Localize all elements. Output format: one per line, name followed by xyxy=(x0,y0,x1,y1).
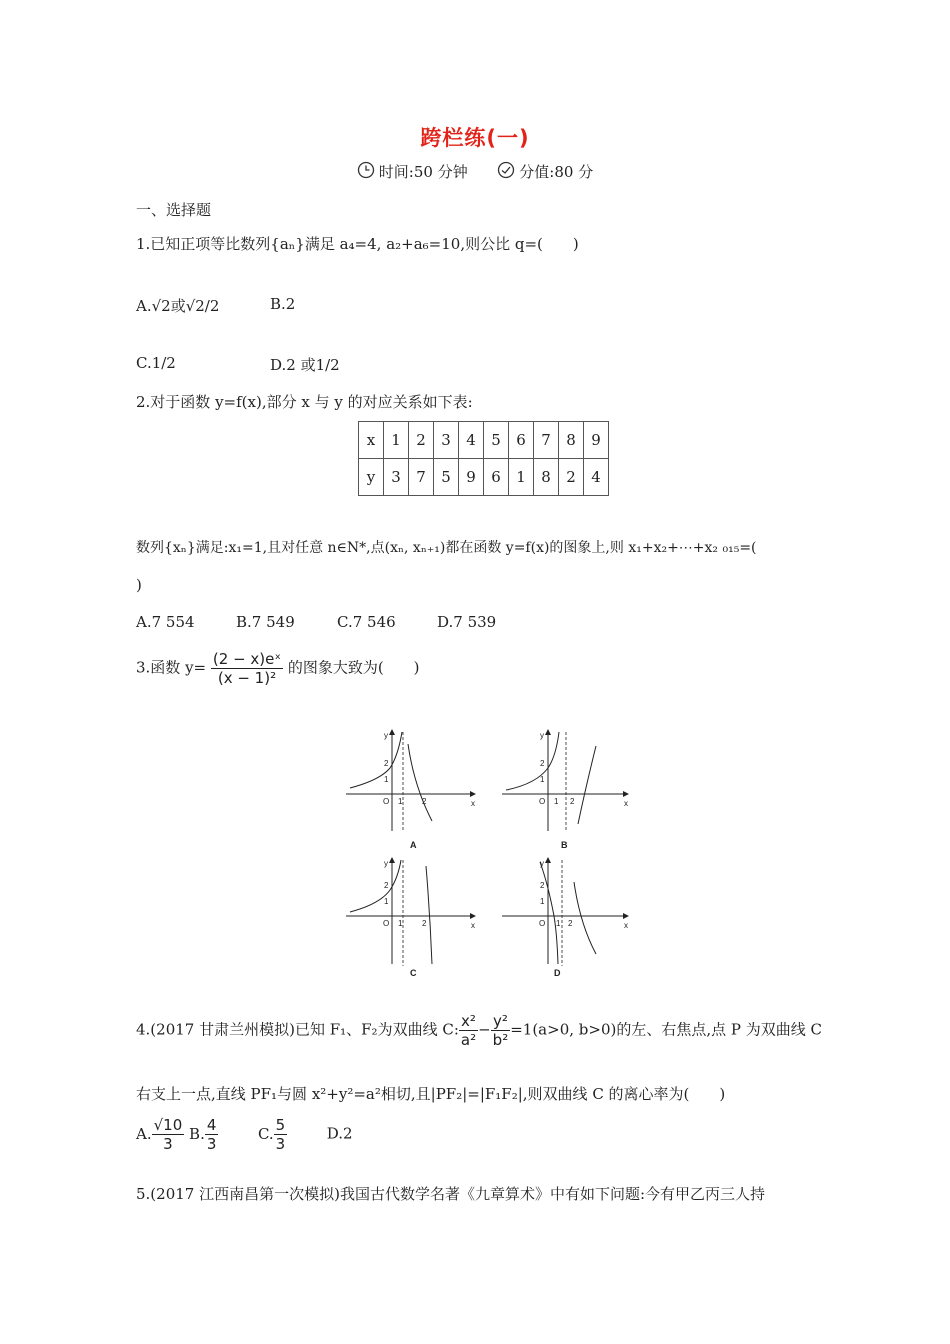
table-cell: 6 xyxy=(484,459,509,496)
axis-label: O xyxy=(539,797,546,806)
graph-a xyxy=(346,730,475,850)
axis-label: x xyxy=(471,799,475,808)
axis-label: x xyxy=(624,799,628,808)
q4-option-a xyxy=(136,1116,184,1153)
q4-minus: − xyxy=(478,1020,491,1039)
time-limit: 时间:50 分钟 xyxy=(378,163,468,181)
meta-line xyxy=(0,161,950,185)
axis-label: 1 xyxy=(540,775,545,784)
axis-label: 2 xyxy=(422,919,427,928)
table-cell: 5 xyxy=(484,422,509,459)
q4-line2: 右支上一点,直线 PF₁与圆 x²+y²=a²相切,且|PF₂|=|F₁F₂|,则双曲线 C 的离心率为( ) xyxy=(136,1085,726,1103)
table-cell: y xyxy=(359,459,384,496)
q5-stem: 5.(2017 江西南昌第一次模拟)我国古代数学名著《九章算术》中有如下问题:今有甲乙丙三人持 xyxy=(136,1185,766,1203)
table-cell: 8 xyxy=(559,422,584,459)
q1-stem: 1.已知正项等比数列{aₙ}满足 a₄=4, a₂+a₆=10,则公比 q=( ) xyxy=(136,235,579,253)
graph-label: B xyxy=(561,840,568,850)
axis-label: O xyxy=(383,797,390,806)
table-cell: 6 xyxy=(509,422,534,459)
frac-numerator: √10 xyxy=(153,1116,183,1134)
table-cell: 4 xyxy=(459,422,484,459)
axis-label: 2 xyxy=(384,881,389,890)
axis-label: O xyxy=(383,919,390,928)
frac-numerator: 5 xyxy=(275,1116,286,1134)
axis-label: 2 xyxy=(384,759,389,768)
graph-label: D xyxy=(554,968,561,976)
q3-denominator: (x − 1)² xyxy=(217,669,277,687)
q3-fraction xyxy=(211,650,283,687)
axis-label: 2 xyxy=(422,797,427,806)
q3-numerator: (2 − x)eˣ xyxy=(212,650,282,668)
graph-d xyxy=(502,858,628,976)
frac-denominator: 3 xyxy=(163,1135,173,1153)
option-label: C. xyxy=(257,1124,274,1143)
q4-fraction-x xyxy=(459,1012,478,1049)
table-cell: 4 xyxy=(584,459,609,496)
table-cell: x xyxy=(359,422,384,459)
option-fraction xyxy=(274,1116,288,1153)
axis-label: y xyxy=(384,731,388,740)
axis-label: 1 xyxy=(540,897,545,906)
q2-table xyxy=(358,421,609,496)
q4-suffix: =1(a>0, b>0)的左、右焦点,点 P 为双曲线 C xyxy=(510,1020,822,1039)
q2-stem: 2.对于函数 y=f(x),部分 x 与 y 的对应关系如下表: xyxy=(136,393,473,411)
q4-frac-denominator: b² xyxy=(492,1031,509,1049)
q4-options xyxy=(136,1116,353,1153)
q3-suffix: 的图象大致为( ) xyxy=(287,658,420,677)
axis-label: 2 xyxy=(540,881,545,890)
q3-graphs xyxy=(340,726,640,976)
table-cell: 1 xyxy=(384,422,409,459)
table-cell: 5 xyxy=(434,459,459,496)
option-fraction xyxy=(205,1116,219,1153)
q3-stem xyxy=(136,650,420,687)
page-title: 跨栏练(一) xyxy=(420,126,530,150)
q4-option-c xyxy=(257,1116,287,1153)
axis-label: 2 xyxy=(540,759,545,768)
q4-option-d: D.2 xyxy=(326,1124,353,1143)
axis-label: y xyxy=(384,859,388,868)
table-cell: 7 xyxy=(534,422,559,459)
q1-option-d: D.2 或1/2 xyxy=(270,356,340,374)
q4-frac-numerator: x² xyxy=(459,1012,478,1031)
table-cell: 8 xyxy=(534,459,559,496)
table-cell: 2 xyxy=(409,422,434,459)
q1-option-b: B.2 xyxy=(270,295,296,313)
graph-b xyxy=(502,730,628,850)
table-cell: 3 xyxy=(384,459,409,496)
graph-label: C xyxy=(410,968,417,976)
axis-label: 1 xyxy=(554,797,559,806)
table-cell: 3 xyxy=(434,422,459,459)
table-cell: 9 xyxy=(584,422,609,459)
table-row xyxy=(359,422,609,459)
axis-label: 1 xyxy=(398,797,403,806)
axis-label: 1 xyxy=(556,919,561,928)
axis-label: x xyxy=(471,921,475,930)
axis-label: y xyxy=(540,859,544,868)
q4-fraction-y xyxy=(491,1012,511,1049)
axis-label: O xyxy=(539,919,546,928)
frac-numerator: 4 xyxy=(206,1116,217,1134)
q1-option-a: A.√2或√2/2 xyxy=(136,297,220,315)
table-row xyxy=(359,459,609,496)
q4-stem xyxy=(136,1012,822,1049)
graph-label: A xyxy=(410,840,417,850)
graph-c xyxy=(346,858,475,976)
q1-option-c: C.1/2 xyxy=(136,354,176,372)
axis-label: 1 xyxy=(384,775,389,784)
axis-label: y xyxy=(540,731,544,740)
option-label: B. xyxy=(189,1124,205,1143)
q2-option-c: C.7 546 xyxy=(337,613,396,631)
table-cell: 2 xyxy=(559,459,584,496)
q4-prefix: 4.(2017 甘肃兰州模拟)已知 F₁、F₂为双曲线 C: xyxy=(136,1020,459,1039)
check-circle-icon xyxy=(497,161,515,183)
q2-option-a: A.7 554 xyxy=(136,613,195,631)
frac-denominator: 3 xyxy=(275,1135,286,1153)
score-value: 分值:80 分 xyxy=(519,163,594,181)
table-cell: 7 xyxy=(409,459,434,496)
option-fraction xyxy=(152,1116,185,1153)
q4-frac-denominator: a² xyxy=(460,1031,477,1049)
q2-option-b: B.7 549 xyxy=(236,613,295,631)
axis-label: 2 xyxy=(568,919,573,928)
axis-label: 1 xyxy=(398,919,403,928)
q4-frac-numerator: y² xyxy=(491,1012,511,1031)
section-heading: 一、选择题 xyxy=(136,201,212,219)
q2-text: 数列{xₙ}满足:x₁=1,且对任意 n∈N*,点(xₙ, xₙ₊₁)都在函数 y=f(x)的图象上,则 x₁+x₂+⋯+x₂ ₀₁₅=( xyxy=(136,540,757,556)
table-cell: 9 xyxy=(459,459,484,496)
q2-text-end: ) xyxy=(136,576,142,594)
axis-label: 1 xyxy=(384,897,389,906)
table-cell: 1 xyxy=(509,459,534,496)
axis-label: x xyxy=(624,921,628,930)
q3-prefix: 3.函数 y= xyxy=(136,658,207,677)
frac-denominator: 3 xyxy=(206,1135,217,1153)
q4-option-b xyxy=(189,1116,218,1153)
option-label: A. xyxy=(136,1124,152,1143)
clock-icon xyxy=(357,161,375,183)
q2-option-d: D.7 539 xyxy=(437,613,497,631)
axis-label: 2 xyxy=(570,797,575,806)
